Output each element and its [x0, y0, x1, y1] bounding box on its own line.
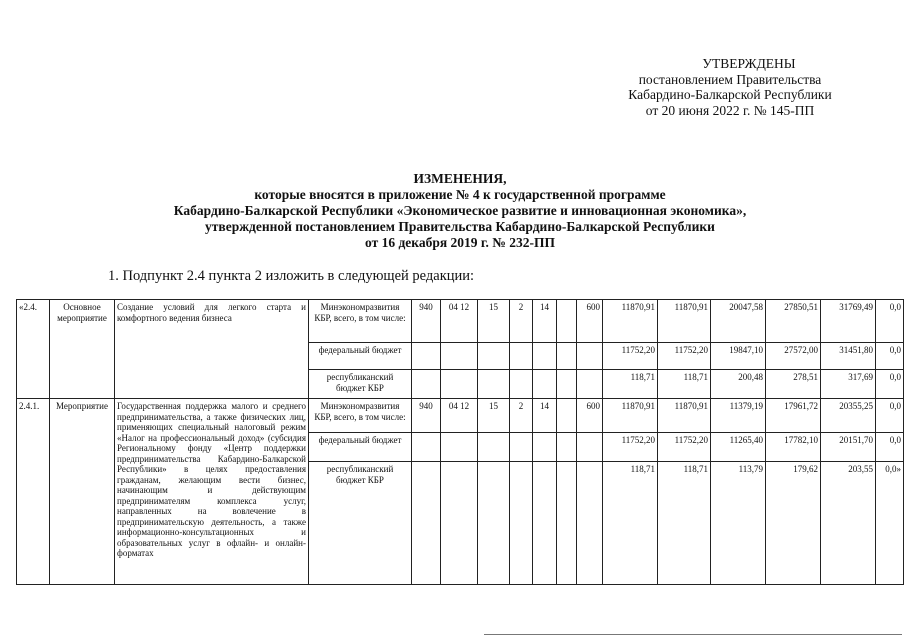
row-number: 2.4.1. — [17, 399, 50, 585]
title-line: от 16 декабря 2019 г. № 232-ПП — [365, 235, 555, 250]
code-cell — [478, 370, 510, 399]
value-cell: 17961,72 — [766, 399, 821, 433]
title-line: которые вносятся в приложение № 4 к государственной программе — [254, 187, 666, 202]
grbs-cell — [412, 370, 441, 399]
executor-cell: Минэкономразвития КБР, всего, в том числе: — [309, 399, 412, 433]
vr-cell: 600 — [577, 399, 603, 433]
intro-paragraph: 1. Подпункт 2.4 пункта 2 изложить в следующей редакции: — [108, 268, 475, 284]
value-cell: 118,71 — [658, 462, 711, 585]
row-description: Государственная поддержка малого и среднего предпринимательства, а также физических лиц, применяющих специальный налоговый режим «Налог на профессиональный доход» (субсидия Региональному фонду «Центр поддержки предпринимательства Кабардино-Балкарской Республики» в целях предоставления гражданам, желающим вести бизнес, начинающим и действующим предпринимателям комплекса услуг, направленных на вовлечение в предпринимательскую деятельность, а также информационно-консультационных и образовательных услуг в офлайн- и онлайн-форматах — [115, 399, 309, 585]
rzpr-cell: 04 12 — [441, 399, 478, 433]
code-cell — [557, 370, 577, 399]
approval-line: Кабардино-Балкарской Республики — [628, 87, 832, 102]
value-cell: 20355,25 — [821, 399, 876, 433]
rzpr-cell — [441, 433, 478, 462]
value-cell: 0,0 — [876, 399, 904, 433]
value-cell: 118,71 — [603, 370, 658, 399]
vr-cell — [577, 433, 603, 462]
scan-divider — [484, 634, 902, 635]
value-cell: 20047,58 — [711, 300, 766, 343]
value-cell: 200,48 — [711, 370, 766, 399]
executor-cell: Минэкономразвития КБР, всего, в том числе: — [309, 300, 412, 343]
code-cell — [557, 343, 577, 370]
title-line: Кабардино-Балкарской Республики «Экономическое развитие и инновационная экономика», — [173, 203, 747, 218]
value-cell: 0,0 — [876, 300, 904, 343]
grbs-cell — [412, 343, 441, 370]
value-cell: 11870,91 — [603, 300, 658, 343]
code-cell: 2 — [510, 300, 533, 343]
value-cell: 179,62 — [766, 462, 821, 585]
code-cell — [557, 462, 577, 585]
approval-stamp — [600, 56, 860, 118]
value-cell: 17782,10 — [766, 433, 821, 462]
value-cell: 11265,40 — [711, 433, 766, 462]
value-cell: 11379,19 — [711, 399, 766, 433]
grbs-cell: 940 — [412, 300, 441, 343]
vr-cell — [577, 370, 603, 399]
value-cell: 11752,20 — [658, 433, 711, 462]
value-cell: 27572,00 — [766, 343, 821, 370]
value-cell: 11752,20 — [603, 343, 658, 370]
value-cell: 20151,70 — [821, 433, 876, 462]
code-cell: 15 — [478, 300, 510, 343]
value-cell: 113,79 — [711, 462, 766, 585]
row-type: Основное мероприятие — [50, 300, 115, 399]
code-cell — [510, 343, 533, 370]
rzpr-cell — [441, 370, 478, 399]
vr-cell: 600 — [577, 300, 603, 343]
row-description: Создание условий для легкого старта и комфортного ведения бизнеса — [115, 300, 309, 399]
value-cell: 0,0 — [876, 433, 904, 462]
code-cell — [533, 370, 557, 399]
value-cell: 0,0 — [876, 343, 904, 370]
approval-line: постановлением Правительства — [638, 71, 822, 87]
grbs-cell — [412, 462, 441, 585]
title-line: утвержденной постановлением Правительства Кабардино-Балкарской Республики — [205, 219, 715, 234]
value-cell: 203,55 — [821, 462, 876, 585]
row-number: «2.4. — [17, 300, 50, 399]
value-cell: 31769,49 — [821, 300, 876, 343]
code-cell — [510, 370, 533, 399]
executor-cell: республиканский бюджет КБР — [309, 462, 412, 585]
row-type: Мероприятие — [50, 399, 115, 585]
value-cell: 11870,91 — [603, 399, 658, 433]
rzpr-cell — [441, 462, 478, 585]
vr-cell — [577, 462, 603, 585]
code-cell: 14 — [533, 399, 557, 433]
approval-heading: УТВЕРЖДЕНЫ — [702, 56, 796, 71]
value-cell: 118,71 — [658, 370, 711, 399]
code-cell — [478, 462, 510, 585]
grbs-cell: 940 — [412, 399, 441, 433]
value-cell: 19847,10 — [711, 343, 766, 370]
program-table — [16, 299, 904, 585]
executor-cell: республиканский бюджет КБР — [309, 370, 412, 399]
value-cell: 0,0 — [876, 370, 904, 399]
executor-cell: федеральный бюджет — [309, 343, 412, 370]
value-cell: 118,71 — [603, 462, 658, 585]
executor-cell: федеральный бюджет — [309, 433, 412, 462]
value-cell: 11752,20 — [603, 433, 658, 462]
grbs-cell — [412, 433, 441, 462]
vr-cell — [577, 343, 603, 370]
code-cell — [478, 433, 510, 462]
document-title — [100, 171, 820, 251]
title-heading: ИЗМЕНЕНИЯ, — [413, 171, 507, 186]
value-cell: 31451,80 — [821, 343, 876, 370]
value-cell: 27850,51 — [766, 300, 821, 343]
code-cell — [510, 462, 533, 585]
table-row — [17, 300, 904, 343]
value-cell: 0,0» — [876, 462, 904, 585]
approval-date: от 20 июня 2022 г. № 145-ПП — [645, 102, 815, 118]
code-cell: 15 — [478, 399, 510, 433]
code-cell — [533, 343, 557, 370]
code-cell — [510, 433, 533, 462]
value-cell: 11870,91 — [658, 399, 711, 433]
value-cell: 11870,91 — [658, 300, 711, 343]
rzpr-cell — [441, 343, 478, 370]
code-cell: 14 — [533, 300, 557, 343]
value-cell: 278,51 — [766, 370, 821, 399]
code-cell: 2 — [510, 399, 533, 433]
code-cell — [557, 300, 577, 343]
rzpr-cell: 04 12 — [441, 300, 478, 343]
code-cell — [478, 343, 510, 370]
code-cell — [557, 399, 577, 433]
value-cell: 317,69 — [821, 370, 876, 399]
code-cell — [557, 433, 577, 462]
table-row — [17, 399, 904, 433]
value-cell: 11752,20 — [658, 343, 711, 370]
code-cell — [533, 462, 557, 585]
code-cell — [533, 433, 557, 462]
